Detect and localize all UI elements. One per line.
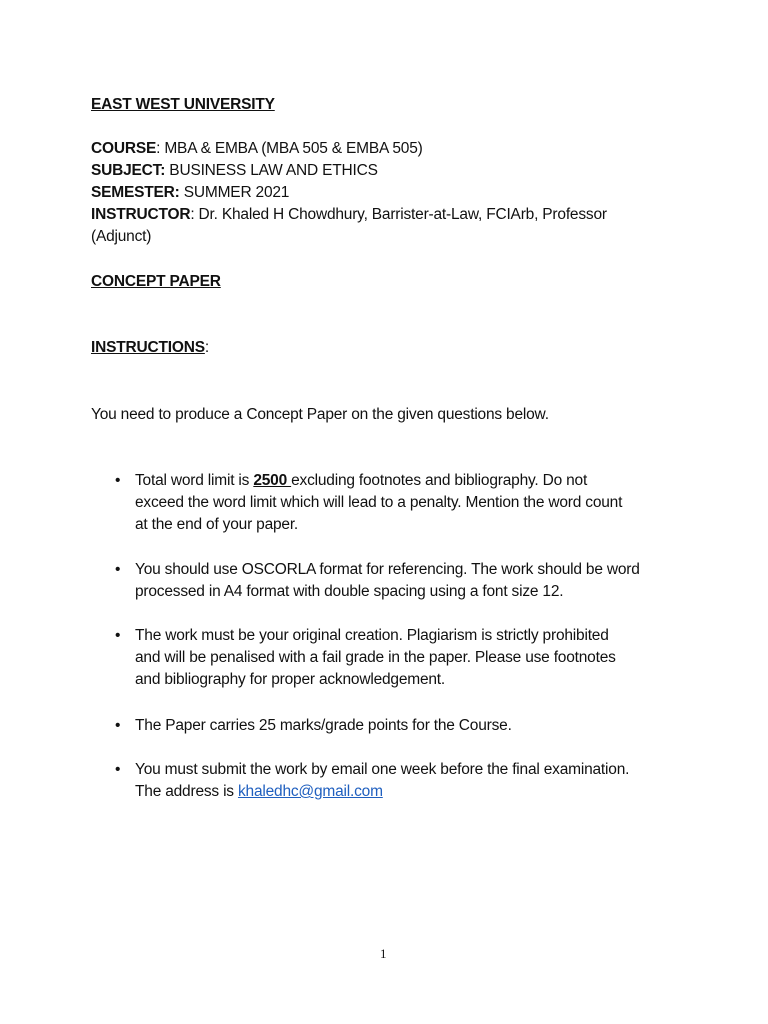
course-value: : MBA & EMBA (MBA 505 & EMBA 505) bbox=[156, 140, 423, 157]
subject-label: SUBJECT: bbox=[91, 162, 166, 179]
bullet-icon: • bbox=[115, 761, 121, 778]
instructions-label: INSTRUCTIONS bbox=[91, 339, 205, 356]
instructor-line-cont: (Adjunct) bbox=[91, 228, 152, 245]
semester-value: SUMMER 2021 bbox=[179, 184, 290, 201]
intro-text: You need to produce a Concept Paper on the given questions below. bbox=[91, 406, 549, 423]
subject-value: BUSINESS LAW AND ETHICS bbox=[165, 162, 378, 179]
university-name: EAST WEST UNIVERSITY bbox=[91, 96, 275, 113]
instructions-colon: : bbox=[204, 339, 209, 356]
document-page: EAST WEST UNIVERSITY COURSE: MBA & EMBA (MBA 505 & EMBA 505) SUBJECT: BUSINESS LAW AND ETHICS SEMESTER: SUMMER 2021 INSTRUCTOR: Dr. Khaled H Chowdhury, Barrister-at-Law, FCIArb, Professor (Adjunct) CONCEPT PAPER INSTRUCTIONS: You need to produce a Concept Paper on the given questions below. • Total word limit is 2500 excluding footnotes and bibliography. Do not exceed the word limit which will lead to a penalty. Mention the word count at the end of your paper. • You should use OSCORLA format for referencing. The work should be word processed in A4 format with double spacing using a font size 12. • The work must be your original creation. Plagiarism is strictly prohibited and will be penalised with a fail grade in the paper. Please use footnotes and bibliography for proper acknowledgement. • The Paper carries 25 marks/grade points for the Course. • You must submit the work by email one week before the final examination. The address is khaledhc@gmail.com 1 bbox=[91, 96, 640, 961]
bullet-icon: • bbox=[115, 472, 121, 489]
document-title: CONCEPT PAPER bbox=[91, 273, 221, 290]
word-limit: 2500 bbox=[253, 472, 292, 489]
instructor-line bbox=[91, 204, 607, 226]
course-line bbox=[91, 138, 423, 160]
bullet-icon: • bbox=[115, 561, 121, 578]
course-label: COURSE bbox=[91, 140, 157, 157]
bullet-icon: • bbox=[115, 627, 121, 644]
bullet-icon: • bbox=[115, 717, 121, 734]
semester-line bbox=[91, 182, 289, 204]
subject-line bbox=[91, 160, 378, 182]
semester-label: SEMESTER: bbox=[91, 184, 180, 201]
email-link[interactable]: khaledhc@gmail.com bbox=[237, 783, 383, 800]
page-number: 1 bbox=[380, 946, 387, 961]
instructor-label: INSTRUCTOR bbox=[91, 206, 191, 223]
instructions-heading bbox=[91, 337, 209, 359]
instructor-value: : Dr. Khaled H Chowdhury, Barrister-at-Law, FCIArb, Professor bbox=[190, 206, 607, 223]
